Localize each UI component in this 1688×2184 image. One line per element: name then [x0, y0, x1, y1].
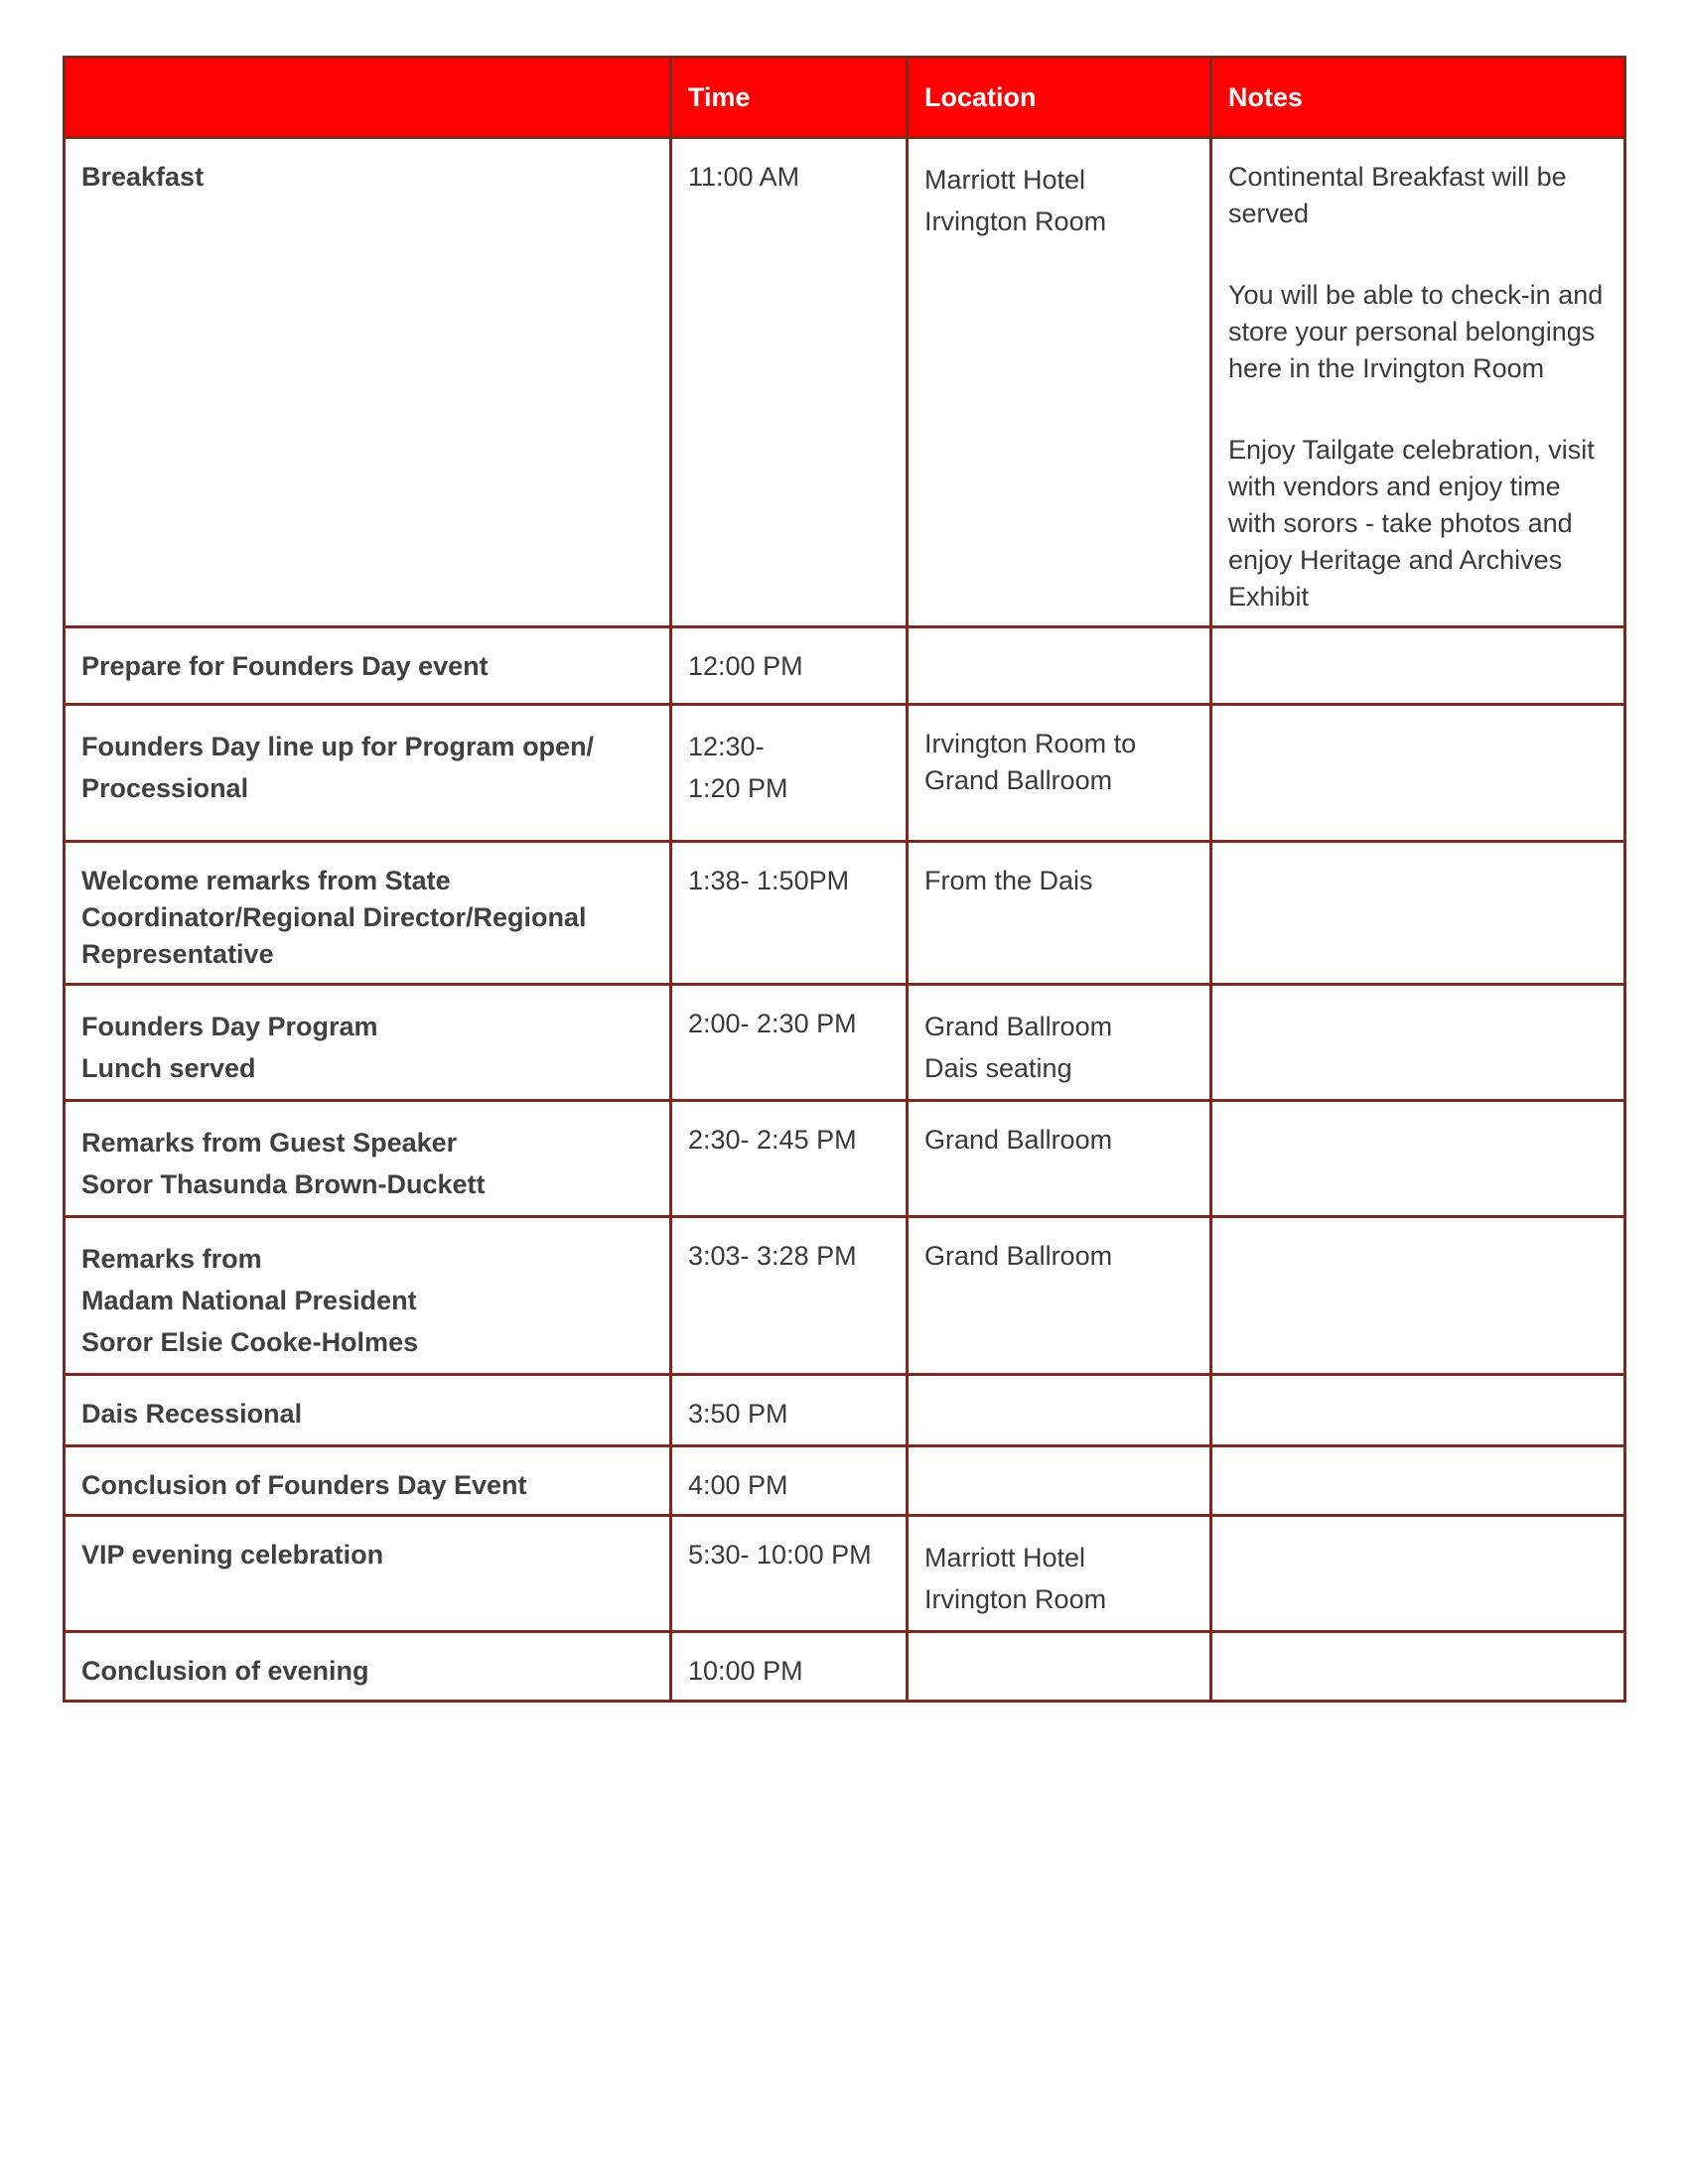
- location-line: Irvington Room: [924, 1584, 1107, 1614]
- location-line: Grand Ballroom: [924, 1012, 1113, 1041]
- event-cell: [65, 842, 671, 985]
- time-cell: [671, 1375, 908, 1446]
- time-line: 4:00 PM: [688, 1470, 788, 1500]
- event-line: Dais Recessional: [81, 1399, 303, 1429]
- event-cell: [65, 627, 671, 705]
- event-line: Lunch served: [81, 1053, 256, 1083]
- location-cell: [908, 1375, 1211, 1446]
- event-line: Soror Thasunda Brown-Duckett: [81, 1169, 486, 1199]
- notes-cell: [1211, 705, 1625, 842]
- time-cell: [671, 985, 908, 1101]
- event-line: Processional: [81, 773, 249, 803]
- location-cell: [908, 138, 1211, 627]
- table-row: [65, 1632, 1625, 1702]
- schedule-body: [65, 138, 1625, 1702]
- time-cell: [671, 1217, 908, 1375]
- time-line: 2:30- 2:45 PM: [688, 1125, 857, 1155]
- table-row: [65, 1217, 1625, 1375]
- table-row: [65, 985, 1625, 1101]
- time-line: 1:38- 1:50PM: [688, 866, 850, 895]
- event-line: Soror Elsie Cooke-Holmes: [81, 1327, 419, 1357]
- time-line: 3:03- 3:28 PM: [688, 1241, 857, 1271]
- event-line: Founders Day Program: [81, 1012, 378, 1041]
- time-cell: [671, 1632, 908, 1702]
- notes-cell: [1211, 1632, 1625, 1702]
- note-paragraph: You will be able to check-in and store your personal belongings here in the Irvington Room: [1228, 280, 1604, 383]
- location-cell: [908, 1516, 1211, 1632]
- event-line: Welcome remarks from State Coordinator/Regional Director/Regional Representative: [81, 866, 587, 969]
- location-line: Grand Ballroom: [924, 1125, 1113, 1155]
- notes-cell: [1211, 1516, 1625, 1632]
- location-cell: [908, 1632, 1211, 1702]
- event-cell: [65, 138, 671, 627]
- table-row: [65, 705, 1625, 842]
- location-line: Irvington Room: [924, 206, 1107, 236]
- notes-cell: [1211, 985, 1625, 1101]
- table-row: [65, 138, 1625, 627]
- event-line: Breakfast: [81, 162, 205, 192]
- time-line: 10:00 PM: [688, 1656, 803, 1686]
- time-line: 2:00- 2:30 PM: [688, 1009, 857, 1038]
- time-line: 3:50 PM: [688, 1399, 788, 1429]
- table-header-row: [65, 58, 1625, 138]
- time-line: 12:30-: [688, 732, 765, 761]
- location-line: Marriott Hotel: [924, 165, 1086, 195]
- notes-cell: [1211, 138, 1625, 627]
- event-line: Remarks from Guest Speaker: [81, 1128, 458, 1158]
- location-cell: [908, 627, 1211, 705]
- location-cell: [908, 705, 1211, 842]
- event-cell: [65, 1217, 671, 1375]
- event-cell: [65, 985, 671, 1101]
- notes-cell: [1211, 627, 1625, 705]
- time-cell: [671, 1446, 908, 1516]
- location-cell: [908, 1217, 1211, 1375]
- event-cell: [65, 1516, 671, 1632]
- event-line: VIP evening celebration: [81, 1540, 384, 1570]
- header-notes: Notes: [1211, 58, 1625, 138]
- notes-cell: [1211, 1375, 1625, 1446]
- event-cell: [65, 1632, 671, 1702]
- event-cell: [65, 1101, 671, 1217]
- event-line: Madam National President: [81, 1286, 417, 1315]
- location-cell: [908, 842, 1211, 985]
- time-line: 11:00 AM: [688, 162, 800, 192]
- time-cell: [671, 138, 908, 627]
- time-line: 12:00 PM: [688, 651, 803, 681]
- location-line: Irvington Room to Grand Ballroom: [924, 729, 1137, 795]
- schedule-table: [63, 56, 1626, 1703]
- event-line: Conclusion of Founders Day Event: [81, 1470, 527, 1500]
- time-cell: [671, 1101, 908, 1217]
- event-cell: [65, 705, 671, 842]
- event-cell: [65, 1446, 671, 1516]
- table-row: [65, 842, 1625, 985]
- notes-cell: [1211, 1101, 1625, 1217]
- time-cell: [671, 627, 908, 705]
- event-line: Founders Day line up for Program open/: [81, 732, 595, 761]
- table-row: [65, 1375, 1625, 1446]
- notes-cell: [1211, 1217, 1625, 1375]
- time-line: 5:30- 10:00 PM: [688, 1540, 872, 1570]
- note-paragraph: Continental Breakfast will be served: [1228, 162, 1567, 228]
- event-line: Remarks from: [81, 1244, 262, 1274]
- event-cell: [65, 1375, 671, 1446]
- table-row: [65, 1516, 1625, 1632]
- location-cell: [908, 985, 1211, 1101]
- note-paragraph: Enjoy Tailgate celebration, visit with vendors and enjoy time with sorors - take photos and enjoy Heritage and Archives Exhibit: [1228, 435, 1595, 612]
- location-cell: [908, 1446, 1211, 1516]
- location-cell: [908, 1101, 1211, 1217]
- header-time: Time: [671, 58, 908, 138]
- table-row: [65, 1446, 1625, 1516]
- time-cell: [671, 1516, 908, 1632]
- time-cell: [671, 705, 908, 842]
- location-line: Dais seating: [924, 1053, 1072, 1083]
- location-line: From the Dais: [924, 866, 1093, 895]
- notes-cell: [1211, 842, 1625, 985]
- location-line: Grand Ballroom: [924, 1241, 1113, 1271]
- notes-cell: [1211, 1446, 1625, 1516]
- table-row: [65, 627, 1625, 705]
- time-line: 1:20 PM: [688, 773, 788, 803]
- event-line: Conclusion of evening: [81, 1656, 369, 1686]
- event-line: Prepare for Founders Day event: [81, 651, 489, 681]
- header-event: [65, 58, 671, 138]
- table-row: [65, 1101, 1625, 1217]
- time-cell: [671, 842, 908, 985]
- header-location: Location: [908, 58, 1211, 138]
- location-line: Marriott Hotel: [924, 1543, 1086, 1572]
